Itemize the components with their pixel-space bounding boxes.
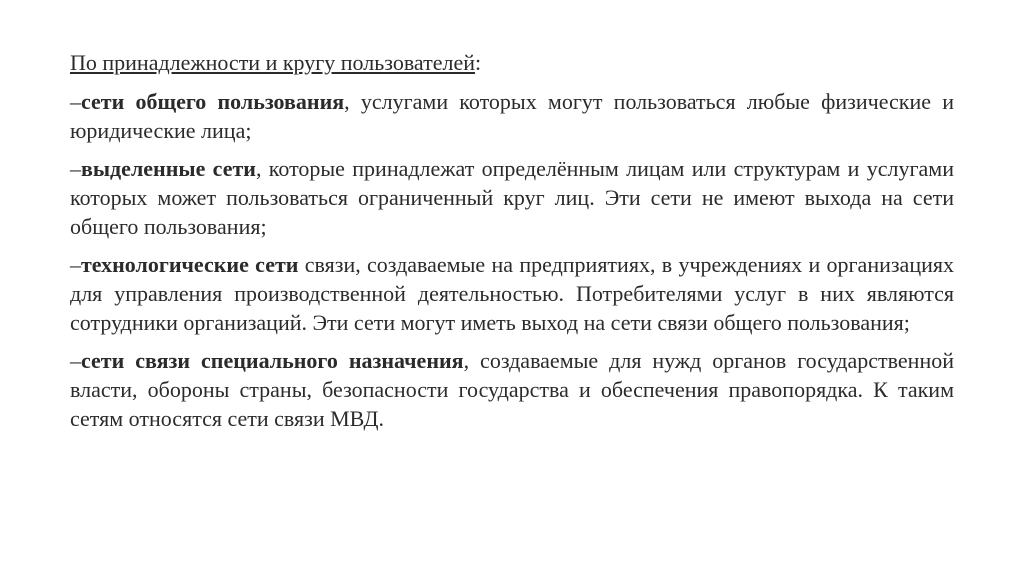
- section-heading-text: По принадлежности и кругу пользователей: [70, 50, 476, 75]
- list-item-term: сети общего пользования: [81, 89, 345, 114]
- list-item-description: связи, создаваемые на предприятиях, в учреждениях и организациях для управления производственной деятельностью. Потребителями услуг в них являются сотрудники организаций. Эти сети могут иметь выход на сети связи общего пользования;: [70, 252, 954, 335]
- list-item-term: технологические сети: [81, 252, 299, 277]
- list-item-dash: –: [70, 348, 81, 373]
- slide-content: [70, 48, 954, 442]
- list-item-dash: –: [70, 252, 81, 277]
- list-item-public-networks: [70, 87, 954, 145]
- list-item-description: , которые принадлежат определённым лицам или структурам и услугами которых может пользоваться ограниченный круг лиц. Эти сети не имеют выхода на сети общего пользования;: [70, 156, 954, 239]
- list-item-dash: –: [70, 89, 81, 114]
- list-item-description: , услугами которых могут пользоваться любые физические и юридические лица;: [70, 89, 954, 143]
- list-item-dedicated-networks: [70, 154, 954, 241]
- list-item-term: сети связи специального назначения: [81, 348, 464, 373]
- list-item-dash: –: [70, 156, 81, 181]
- section-heading-colon: :: [475, 50, 482, 75]
- list-item-term: выделенные сети: [81, 156, 256, 181]
- section-heading: [70, 48, 954, 77]
- list-item-description: , создаваемые для нужд органов государственной власти, обороны страны, безопасности государства и обеспечения правопорядка. К таким сетям относятся сети связи МВД.: [70, 348, 954, 431]
- list-item-technological-networks: [70, 250, 954, 337]
- list-item-special-purpose-networks: [70, 346, 954, 433]
